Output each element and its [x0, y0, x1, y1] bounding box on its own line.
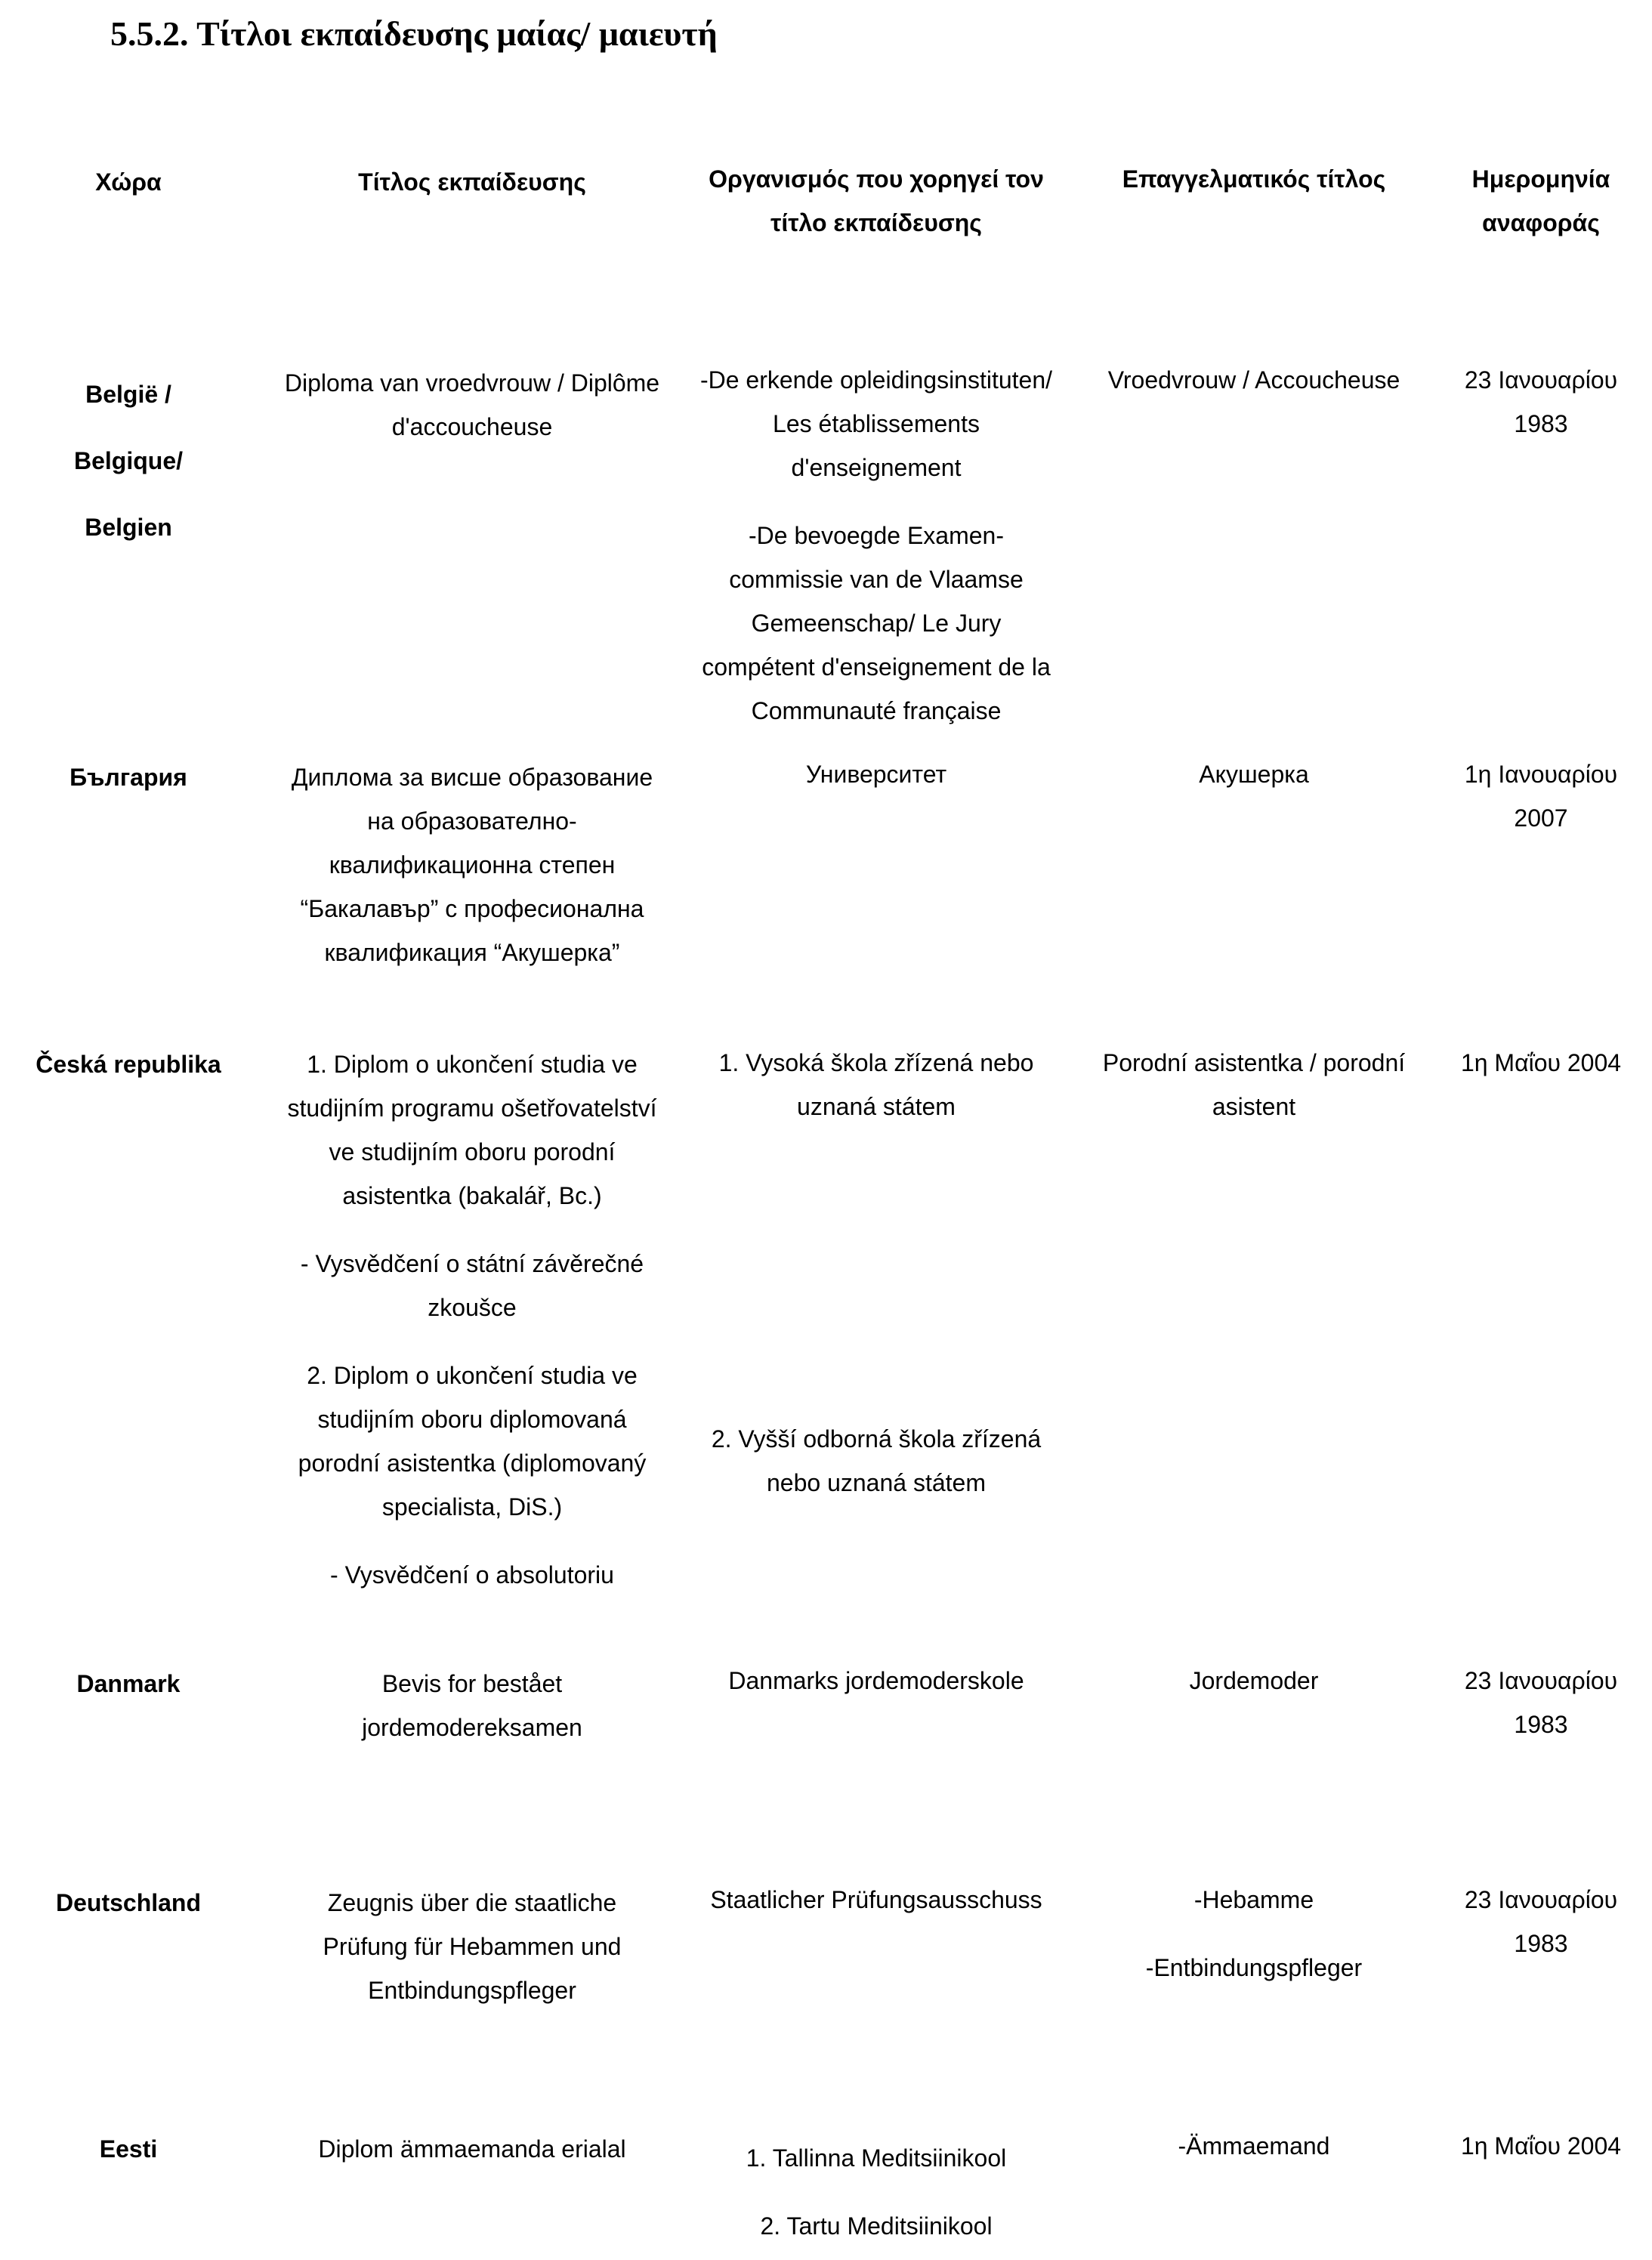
- table-row-reference-date: 1η Ιανουαρίου 2007: [1464, 761, 1618, 832]
- table-row-professional-title: Акушерка: [1199, 761, 1309, 788]
- table-row-country: België / Belgique/ Belgien: [73, 381, 183, 541]
- table-row-professional-title: Porodní asistentka / porodní asistent: [1102, 1049, 1406, 1120]
- table-row-awarding-body: 2. Vyšší odborná škola zřízená nebo uznaná státem: [711, 1425, 1042, 1496]
- table-row-country: Danmark: [76, 1670, 181, 1697]
- header-reference-date: Ημερομηνία αναφοράς: [1471, 165, 1610, 236]
- table-row-reference-date: 23 Ιανουαρίου 1983: [1464, 1886, 1618, 1957]
- table-row-reference-date: 23 Ιανουαρίου 1983: [1464, 366, 1618, 437]
- table-row-country: Deutschland: [55, 1889, 202, 1916]
- table-row-professional-title: -Hebamme -Entbindungspfleger: [1145, 1886, 1363, 1981]
- table-row-awarding-body: -De erkende opleidingsinstituten/ Les établissements d'enseignement -De bevoegde Examen-commissie van de Vlaamse Gemeenschap/ Le Jury compétent d'enseignement de la Communauté française: [699, 366, 1053, 724]
- table-row-awarding-body: 1. Vysoká škola zřízená nebo uznaná státem: [718, 1049, 1034, 1120]
- table-row-professional-title: -Ämmaemand: [1178, 2132, 1330, 2160]
- table-row-reference-date: 1η Μαΐου 2004: [1460, 1049, 1622, 1076]
- header-awarding-body: Οργανισμός που χορηγεί τον τίτλο εκπαίδευσης: [709, 165, 1044, 236]
- table-row-reference-date: 23 Ιανουαρίου 1983: [1464, 1667, 1618, 1738]
- table-row-training-title: Zeugnis über die staatliche Prüfung für Hebammen und Entbindungspfleger: [323, 1889, 622, 2004]
- table-row-training-title: Диплома за висше образование на образователно-квалификационна степен “Бакалавър” с професионална квалификация “Акушерка”: [291, 764, 653, 966]
- table-row-training-title: Bevis for bestået jordemodereksamen: [362, 1670, 582, 1741]
- table-row-training-title: 1. Diplom o ukončení studia ve studijním programu ošetřovatelství ve studijním oboru porodní asistentka (bakalář, Bc.) - Vysvědčení o státní závěrečné zkoušce 2. Diplom o ukončení studia ve studijním oboru diplomovaná porodní asistentka (diplomovaný specialista, DiS.) - Vysvědčení o absolutoriu: [287, 1051, 657, 1588]
- table-row-awarding-body: Университет: [805, 761, 947, 788]
- table-row-training-title: Diplom ämmaemanda erialal: [318, 2135, 626, 2163]
- header-country: Χώρα: [95, 168, 162, 196]
- table-row-awarding-body: Danmarks jordemoderskole: [728, 1667, 1024, 1694]
- header-professional-title: Επαγγελματικός τίτλος: [1122, 165, 1386, 193]
- table-row-country: Česká republika: [36, 1051, 221, 1078]
- table-row-country: Eesti: [99, 2135, 158, 2163]
- table-row-awarding-body: Staatlicher Prüfungsausschuss: [710, 1886, 1042, 1913]
- table-row-awarding-body: 1. Tallinna Meditsiinikool 2. Tartu Meditsiinikool: [746, 2144, 1007, 2240]
- table-row-reference-date: 1η Μαΐου 2004: [1460, 2132, 1622, 2160]
- header-training-title: Τίτλος εκπαίδευσης: [358, 168, 586, 196]
- table-row-training-title: Diploma van vroedvrouw / Diplôme d'accoucheuse: [284, 369, 660, 440]
- section-title: 5.5.2. Τίτλοι εκπαίδευσης μαίας/ μαιευτή: [110, 14, 718, 53]
- table-row-country: България: [69, 764, 187, 791]
- table-row-professional-title: Jordemoder: [1189, 1667, 1319, 1694]
- table-row-professional-title: Vroedvrouw / Accoucheuse: [1107, 366, 1400, 394]
